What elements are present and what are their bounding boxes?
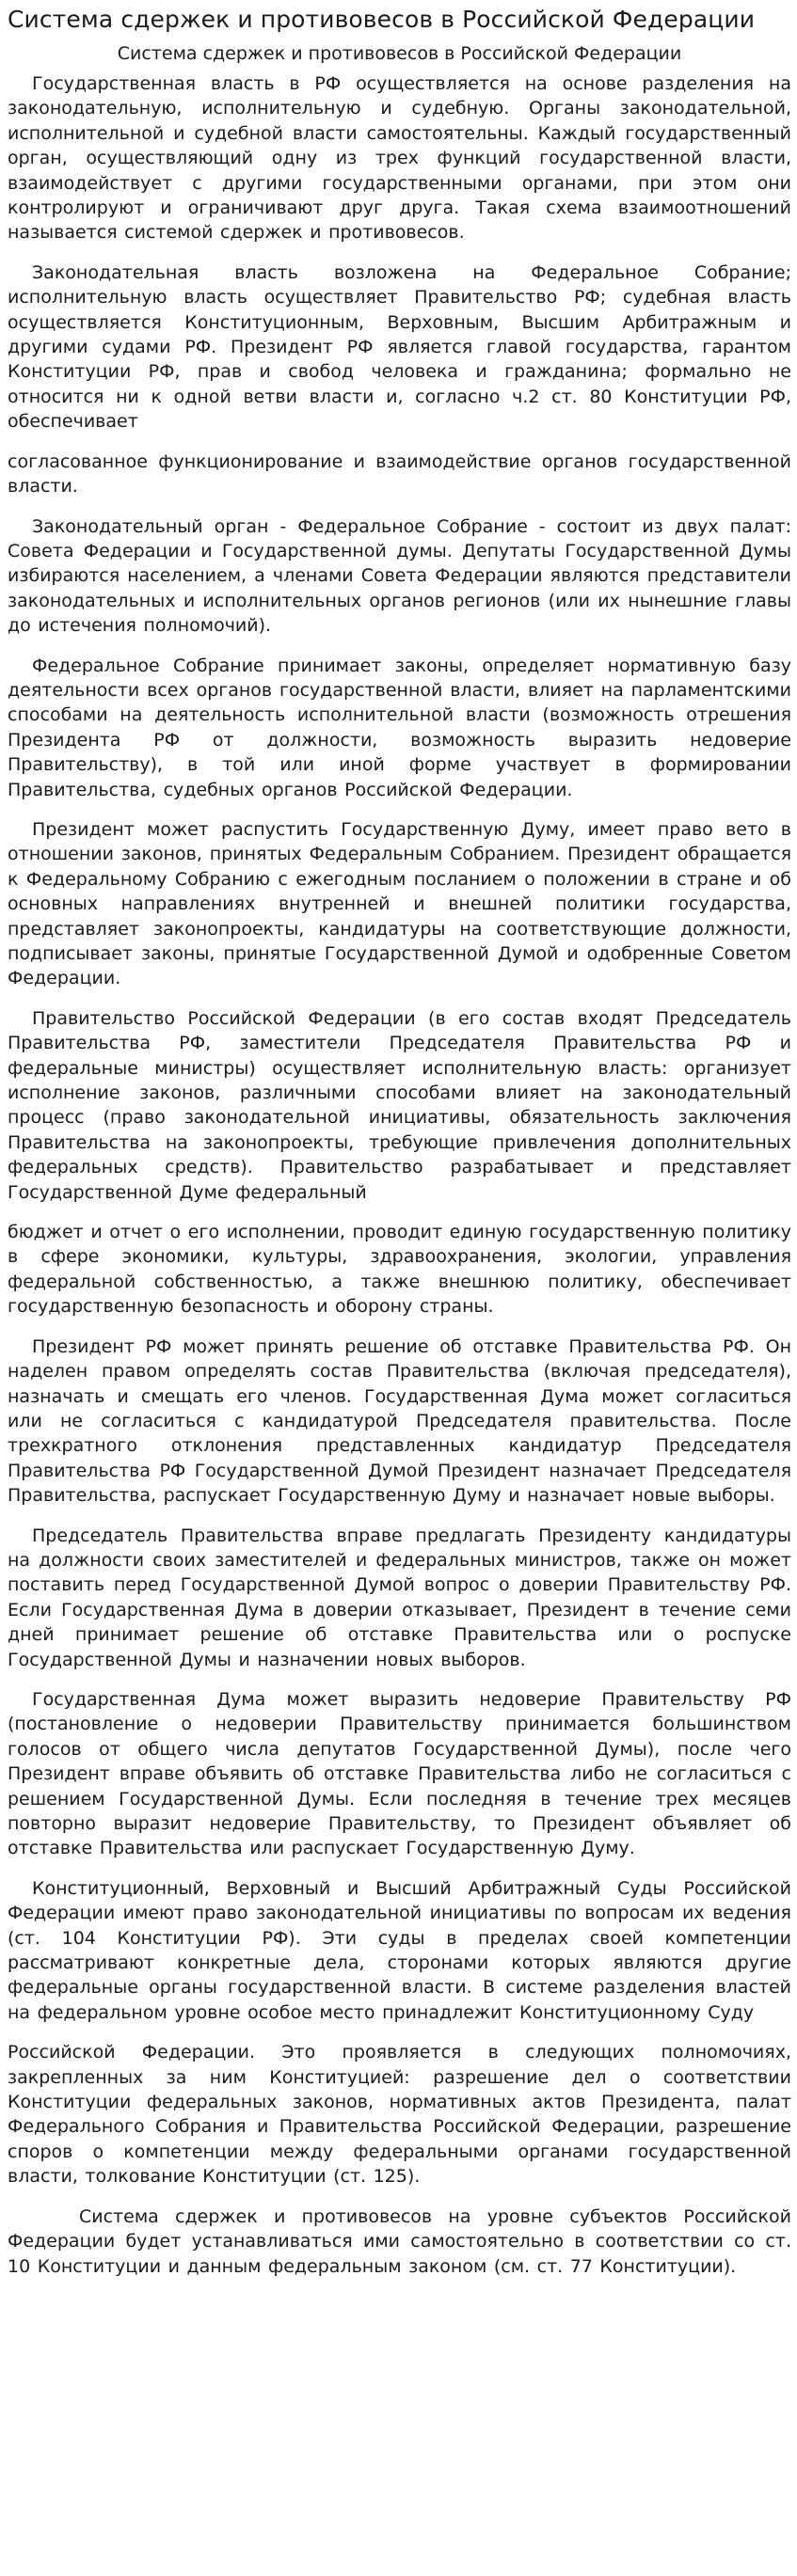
paragraph-chairman-of-government: Председатель Правительства вправе предлагать Президенту кандидатуры на должности своих заместителей и федеральных министров, также он может поставить перед Государственной Думой вопрос о доверии Правительству РФ. Если Государственная Дума в доверии отказывает, Президент в течение семи дней принимает решение об отставке Правительства или о роспуске Государственной Думы и назначении новых выборов. — [8, 1525, 791, 1670]
paragraph-government-continuation: бюджет и отчет о его исполнении, проводит единую государственную политику в сфере экономики, культуры, здравоохранения, экологии, управления федеральной собственностью, а также внешнюю политику, обеспечивает государственную безопасность и оборону страны. — [8, 1222, 791, 1318]
paragraph-branches-of-power: Законодательная власть возложена на Федеральное Собрание; исполнительную власть осуществляет Правительство РФ; судебная власть осуществляется Конституционным, Верховным, Высшим Арбитражным и другими судами РФ. Президент РФ является главой государства, гарантом Конституции РФ, прав и свобод человека и гражданина; формально не относится ни к одной ветви власти и, согласно ч.2 ст. 80 Конституции РФ, обеспечивает — [8, 261, 791, 433]
paragraph-federal-assembly-powers: Федеральное Собрание принимает законы, определяет нормативную базу деятельности всех органов государственной власти, влияет на парламентскими способами на деятельность исполнительной власти (возможность отрешения Президента РФ от должности, возможность выразить недоверие Правительству), в той или иной форме участвует в формировании Правительства, судебных органов Российской Федерации. — [8, 655, 791, 800]
page-title: Система сдержек и противовесов в Российской Федерации — [8, 6, 756, 33]
paragraph-regional-level: Система сдержек и противовесов на уровне субъектов Российской Федерации будет устанавливаться ими самостоятельно в соответствии со ст. 10 Конституции и данным федеральным законом (см. ст. 77 Конституции). — [8, 2205, 791, 2277]
paragraph-duma-no-confidence: Государственная Дума может выразить недоверие Правительству РФ (постановление о недоверии Правительству принимается большинством голосов от общего числа депутатов Государственной Думы), после чего Президент вправе объявить об отставке Правительства либо не согласиться с решением Государственной Думы. Если последняя в течение трех месяцев повторно выразит недоверие Правительству, то Президент объявляет об отставке Правительства или распускает Государственную Думу. — [8, 1688, 791, 1859]
paragraph-president-powers: Президент может распустить Государственную Думу, имеет право вето в отношении законов, принятых Федеральным Собранием. Президент обращается к Федеральному Собранию с ежегодным посланием о положении в стране и об основных направлениях внутренней и внешней политики государства, представляет законопроекты, кандидатуры на соответствующие должности, подписывает законы, принятые Государственной Думой и одобренные Советом Федерации. — [8, 818, 791, 989]
paragraph-branches-continuation: согласованное функционирование и взаимодействие органов государственной власти. — [8, 450, 791, 498]
paragraph-government-powers: Правительство Российской Федерации (в его состав входят Председатель Правительства РФ, заместители Председателя Правительства РФ и федеральные министры) осуществляет исполнительную власть: организует исполнение законов, различными способами влияет на законодательный процесс (право законодательной инициативы, обязательность заключения Правительства на законопроекты, требующие привлечения дополнительных федеральных средств). Правительство разрабатывает и представляет Государственной Думе федеральный — [8, 1007, 791, 1203]
document-subtitle: Система сдержек и противовесов в Российской Федерации — [117, 43, 682, 64]
paragraph-president-government-dismissal: Президент РФ может принять решение об отставке Правительства РФ. Он наделен правом определять состав Правительства (включая председателя), назначать и смещать его членов. Государственная Дума может согласиться или не согласиться с кандидатурой Председателя правительства. После трехкратного отклонения представленных кандидатур Председателя Правительства РФ Государственной Думой Президент назначает Председателя Правительства, распускает Государственную Думу и назначает новые выборы. — [8, 1335, 791, 1507]
paragraph-high-courts: Конституционный, Верховный и Высший Арбитражный Суды Российской Федерации имеют право законодательной инициативы по вопросам их ведения (ст. 104 Конституции РФ). Эти суды в пределах своей компетенции рассматривают конкретные дела, сторонами которых являются другие федеральные органы государственной власти. В системе разделения властей на федеральном уровне особое место принадлежит Конституционному Суду — [8, 1877, 791, 2023]
paragraph-federal-assembly-composition: Законодательный орган - Федеральное Собрание - состоит из двух палат: Совета Федерации и Государственной думы. Депутаты Государственной Думы избираются населением, а членами Совета Федерации являются представители законодательных и исполнительных органов регионов (или их нынешние главы до истечения полномочий). — [8, 515, 791, 637]
paragraph-constitutional-court: Российской Федерации. Это проявляется в следующих полномочиях, закрепленных за ним Конституцией: разрешение дел о соответствии Конституции федеральных законов, нормативных актов Президента, палат Федерального Собрания и Правительства Российской Федерации, разрешение споров о компетенции между федеральными органами государственной власти, толкование Конституции (ст. 125). — [8, 2042, 791, 2188]
paragraph-separation-of-powers: Государственная власть в РФ осуществляется на основе разделения на законодательную, исполнительную и судебную. Органы законодательной, исполнительной и судебной власти самостоятельны. Каждый государственный орган, осуществляющий одну из трех функций государственной власти, взаимодействует с другими государственными органами, при этом они контролируют и ограничивают друг друга. Такая схема взаимоотношений называется системой сдержек и противовесов. — [8, 73, 791, 244]
